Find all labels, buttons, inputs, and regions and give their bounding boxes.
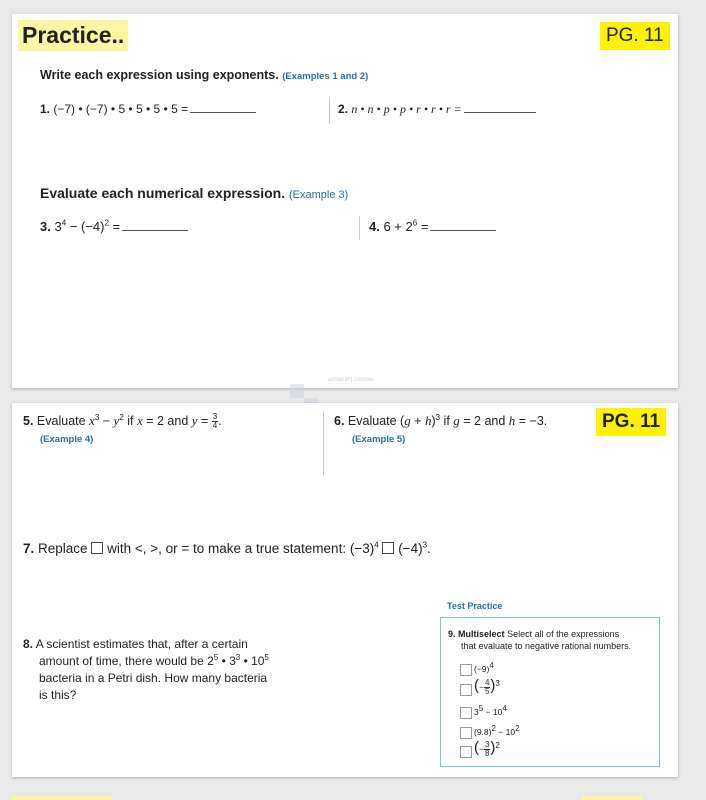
next-page-highlight [582,796,642,800]
problem-9-text: that evaluate to negative rational numbers. [461,641,632,651]
option-checkbox-3[interactable] [460,707,472,719]
option-checkbox-1[interactable] [460,664,472,676]
problem-5: 5. Evaluate $x^3 - y^2$ if x = 2 and y = $\frac{3}{4}$ . [23,412,222,431]
option-2: (− $\frac{4}{5}$ )$^3$ [474,676,500,696]
column-divider [323,411,324,475]
problem-7: 7. Replace with <, >, or = to make a true statement: $(-3)^4$ $(-4)^3$. [23,540,431,556]
instruction-exponents-ref: (Examples 1 and 2) [282,71,369,82]
option-checkbox-2[interactable] [460,684,472,696]
problem-3: 3. $3^4 - (-4)^2$ = [40,219,188,234]
problem-6-ref: (Example 5) [352,434,406,445]
problem-2: 2. n • n • p • p • r • r • r = [338,102,536,117]
instruction-evaluate-ref: (Example 3) [289,189,349,201]
watermark-url: almanahj.com/ae [328,377,374,383]
problem-6: 6. Evaluate $(g + h)^3$ if g = 2 and h = −3. [334,412,548,428]
option-4: $(9.8)^2 - 10^2$ [474,724,520,737]
answer-blank-3[interactable] [122,220,188,231]
answer-blank-4[interactable] [430,220,496,231]
column-divider [329,98,330,124]
option-1: $(-9)^4$ [474,661,494,674]
test-practice-box [440,617,660,767]
worksheet-section-1 [12,14,678,388]
option-checkbox-5[interactable] [460,746,472,758]
next-page-highlight [12,796,112,800]
test-practice-label: Test Practice [447,601,503,611]
option-3: $3^5 - 10^4$ [474,704,507,717]
option-checkbox-4[interactable] [460,727,472,739]
column-divider [359,216,360,240]
page-label-2: PG. 11 [596,408,666,436]
problem-9-heading: 9. Multiselect Select all of the expressions [448,629,620,639]
instruction-evaluate: Evaluate each numerical expression. (Example 3) [40,185,349,201]
practice-title: Practice.. [18,20,128,51]
page-label: PG. 11 [600,22,670,50]
problem-8: 8. A scientist estimates that, after a certain amount of time, there would be $2^5$ • $3^3$ • $10^5$ bacteria in a Petri dish. How many bacteria is this? [23,637,269,702]
problem-5-ref: (Example 4) [40,434,94,445]
answer-blank-1[interactable] [190,102,256,113]
worksheet-section-2 [12,403,678,777]
option-5: (− $\frac{3}{8}$ )$^2$ [474,738,500,758]
problem-1: 1. (−7) • (−7) • 5 • 5 • 5 • 5 = [40,102,256,116]
answer-blank-2[interactable] [464,102,536,113]
problem-4: 4. $6 + 2^6$ = [369,219,496,234]
instruction-exponents: Write each expression using exponents. (Examples 1 and 2) [40,68,369,82]
